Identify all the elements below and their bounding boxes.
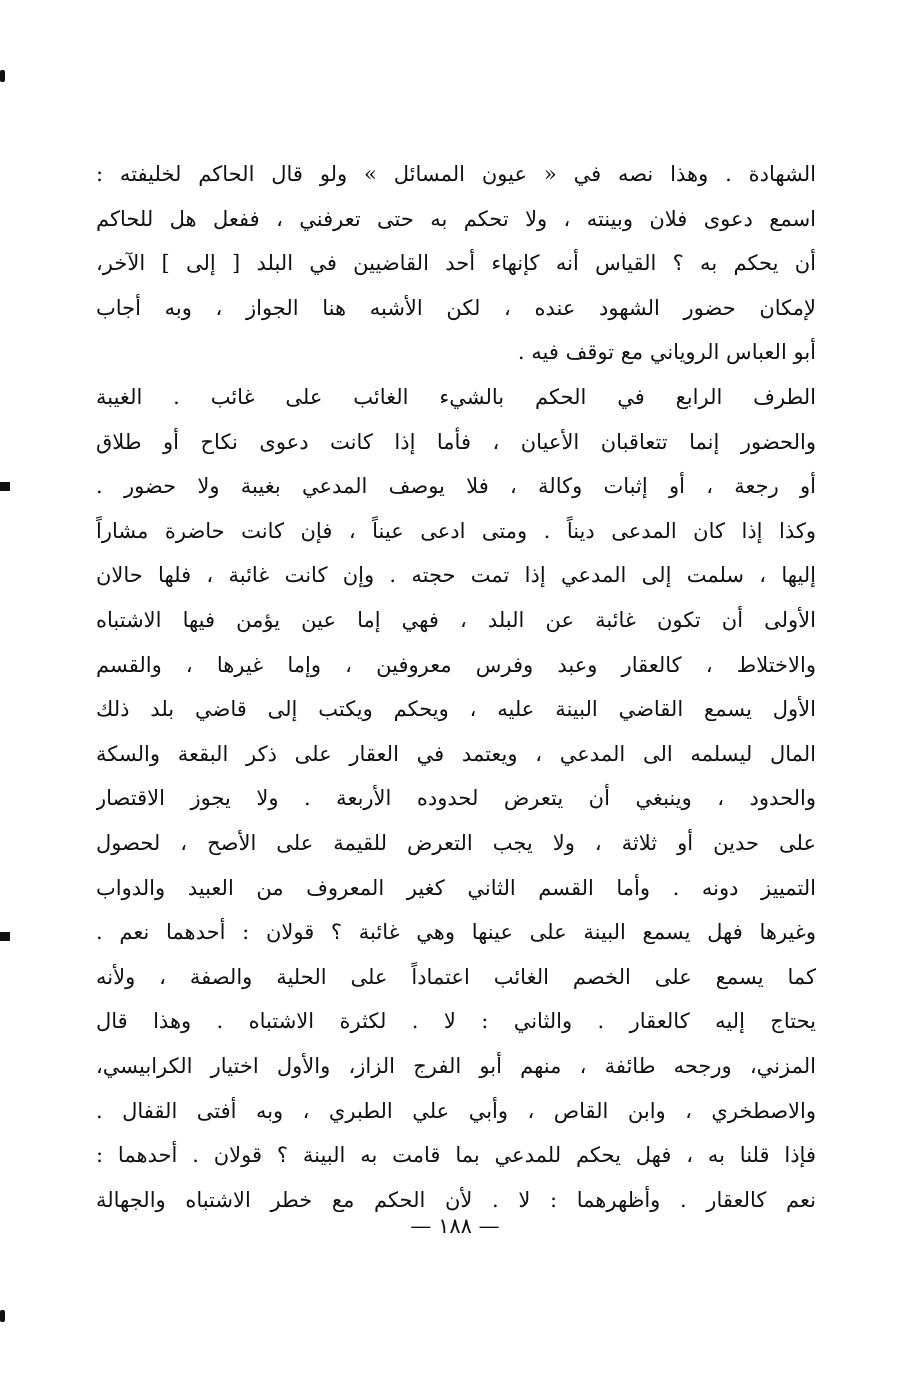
text-line: كما يسمع على الخصم الغائب اعتماداً على الحلية والصفة ، ولأنه — [96, 964, 816, 989]
text-line: أبو العباس الروياني مع توقف فيه . — [517, 340, 816, 365]
text-line: فإذا قلنا به ، فهل يحكم للمدعي بما قامت به البينة ؟ قولان . أحدهما : — [96, 1143, 816, 1168]
text-line: الطرف الرابع في الحكم بالشيء الغائب على غائب . الغيبة — [96, 385, 816, 409]
text-line: والحضور إنما تتعاقبان الأعيان ، فأما إذا كانت دعوى نكاح أو طلاق — [96, 429, 816, 454]
text-line: اسمع دعوى فلان وبينته ، ولا تحكم به حتى تعرفني ، ففعل هل للحاكم — [96, 206, 816, 231]
text-line: يحتاج إليه كالعقار . والثاني : لا . لكثرة الاشتباه . وهذا قال — [96, 1009, 816, 1034]
text-line: على حدين أو ثلاثة ، ولا يجب التعرض للقيمة على الأصح ، لحصول — [96, 830, 816, 855]
text-line: وكذا إذا كان المدعى ديناً . ومتى ادعى عيناً ، فإن كانت حاضرة مشاراً — [96, 518, 816, 543]
text-line: وغيرها فهل يسمع البينة على عينها وهي غائبة ؟ قولان : أحدهما نعم . — [96, 920, 816, 945]
scan-edge-mark — [0, 70, 5, 82]
text-line: الأولى أن تكون غائبة عن البلد ، فهي إما عين يؤمن فيها الاشتباه — [96, 607, 816, 632]
text-line: المزني، ورجحه طائفة ، منهم أبو الفرج الزاز، والأول اختيار الكرابيسي، — [96, 1053, 816, 1078]
text-line: التمييز دونه . وأما القسم الثاني كغير المعروف من العبيد والدواب — [96, 875, 816, 900]
text-line: المال ليسلمه الى المدعي ، ويعتمد في العقار على ذكر البقعة والسكة — [96, 741, 816, 766]
text-line: والحدود ، وينبغي أن يتعرض لحدوده الأربعة . ولا يجوز الاقتصار — [96, 786, 816, 811]
text-line: لإمكان حضور الشهود عنده ، لكن الأشبه هنا الجواز ، وبه أجاب — [96, 295, 816, 320]
text-line: إليها ، سلمت إلى المدعي إذا تمت حجته . وإن كانت غائبة ، فلها حالان — [96, 563, 816, 588]
text-line: الأول يسمع القاضي البينة عليه ، ويحكم ويكتب إلى قاضي بلد ذلك — [96, 697, 816, 722]
text-line: أن يحكم به ؟ القياس أنه كإنهاء أحد القاضيين في البلد [ إلى ] الآخر، — [96, 251, 816, 276]
scan-edge-mark — [0, 482, 10, 491]
page-number: — ١٨٨ — — [410, 1214, 500, 1238]
text-line: نعم كالعقار . وأظهرهما : لا . لأن الحكم مع خطر الاشتباه والجهالة — [96, 1187, 816, 1212]
text-line: والاختلاط ، كالعقار وعبد وفرس معروفين ، وإما غيرها ، والقسم — [96, 652, 816, 677]
paragraph-1 — [96, 152, 816, 375]
text-line: والاصطخري ، وابن القاص ، وأبي علي الطبري ، وبه أفتى القفال . — [96, 1098, 816, 1123]
text-line: أو رجعة ، أو إثبات وكالة ، فلا يوصف المدعي بغيبة ولا حضور . — [96, 474, 816, 499]
text-line: الشهادة . وهذا نصه في « عيون المسائل » ولو قال الحاكم لخليفته : — [96, 162, 816, 186]
scan-edge-mark — [0, 1310, 5, 1322]
paragraph-2 — [96, 375, 816, 1222]
scan-edge-mark — [0, 932, 10, 941]
